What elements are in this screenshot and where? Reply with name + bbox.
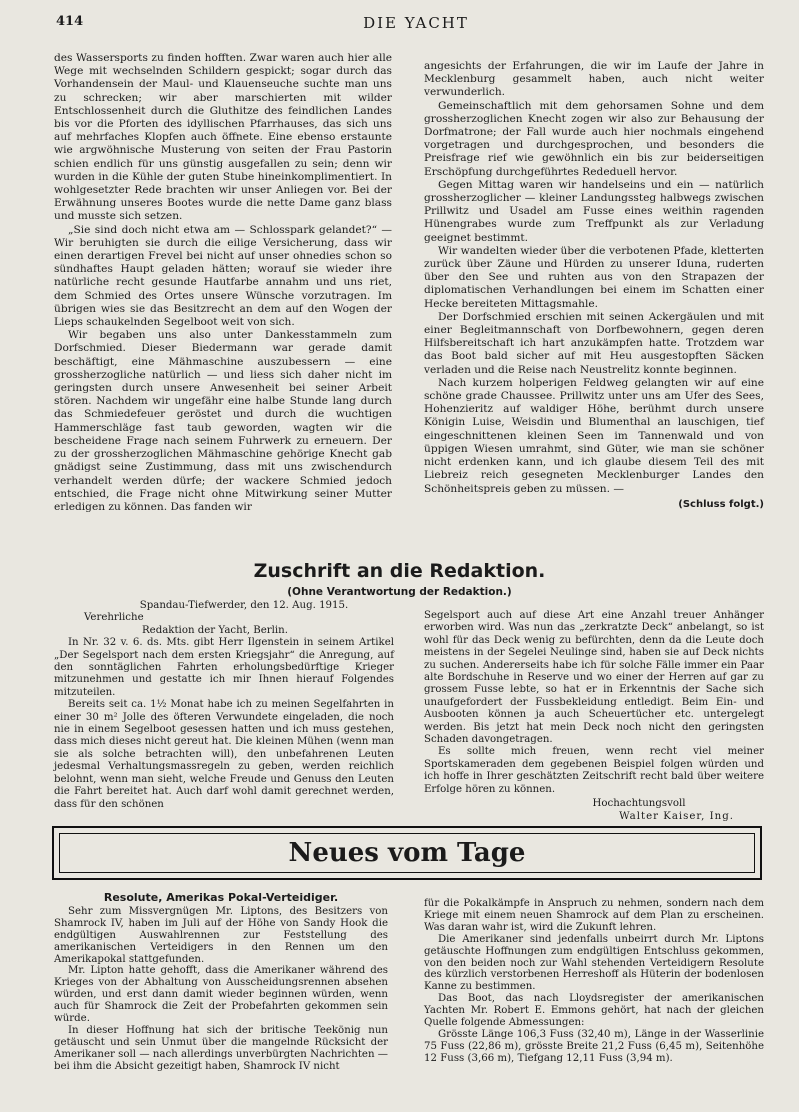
paragraph: Mr. Lipton hatte gehofft, dass die Amerikaner während des Krieges von der Abhaltung von Ausscheidungsrennen absehen würden, und erst dann damit wieder beginnen würden, wenn auch für Shamrock die Zeit der Probefahrten gekommen sein würde. [54,965,388,1025]
paragraph: des Wassersports zu finden hofften. Zwar waren auch hier alle Wege mit wechselnden Schildern gespickt; sogar durch das Vorhandensein der Maul- und Klauenseuche suchte man uns zu schrecken; wir aber marschierten mit wilder Entschlossenheit durch die Gluthitze des feindlichen Landes bis vor die Pforten des idyllischen Pfarrhauses, das sich uns auf mehrfaches Klopfen auch öffnete. Eine ebenso erstaunte wie argwöhnische Musterung von seiten der Frau Pastorin schien endlich für uns günstig ausgefallen zu sein; denn wir wurden in die Kühle der guten Stube hineinkomplimentiert. In wohlgesetzter Rede brachten wir unser Anliegen vor. Bei der Erwähnung unseres Bootes wurde die nette Dame ganz blass und musste sich setzen. [54,52,392,223]
running-title: DIE YACHT [363,14,469,32]
section-title: Zuschrift an die Redaktion. [253,560,546,582]
news-headline: Resolute, Amerikas Pokal-Verteidiger. [103,891,339,904]
paragraph: Segelsport auch auf diese Art eine Anzahl treuer Anhänger erworben wird. Was nun das „zerkratzte Deck“ anbelangt, so ist wohl für das Deck wenig zu befürchten, denn da die Leute doch meistens in der Segelei Neulinge sind, haben sie auf Deck nichts zu suchen. Andererseits habe ich für solche Fälle immer ein Paar alte Bordschuhe in Reserve und wo einer der Herren auf gar zu grossem Fusse lebte, so hat er in Erkenntnis der Sache sich unaufgefordert der Fussbekleidung entledigt. Beim Ein- und Ausbooten können ja auch Scheuertücher etc. untergelegt werden. Bis jetzt hat mein Deck noch nicht den geringsten Schaden davongetragen. [424,610,764,746]
letter-closing: Hochachtungsvoll [592,798,686,810]
news-left-column [54,892,388,1073]
paragraph: In dieser Hoffnung hat sich der britische Teekönig nun getäuscht und sein Unmut über die mangelnde Rücksicht der Amerikaner soll — nach allerdings unverbürgten Nachrichten — bei ihm die Absicht gezeitigt haben, Shamrock IV nicht [54,1024,388,1072]
letter-right-column [424,610,764,823]
paragraph: angesichts der Erfahrungen, die wir im Laufe der Jahre in Mecklenburg gesammelt haben, auch nicht weiter verwunderlich. [424,60,764,99]
continuation-note: (Schluss folgt.) [678,498,764,510]
page-number: 414 [56,14,84,29]
paragraph: Grösste Länge 106,3 Fuss (32,40 m), Länge in der Wasserlinie 75 Fuss (22,86 m), grösste Breite 21,2 Fuss (6,45 m), Seitenhöhe 12 Fuss (3,66 m), Tiefgang 12,11 Fuss (3,94 m). [424,1028,764,1064]
section-subtitle: (Ohne Verantwortung der Redaktion.) [287,586,512,598]
news-section-title: Neues vom Tage [288,838,526,868]
paragraph: Bereits seit ca. 1½ Monat habe ich zu meinen Segelfahrten in einer 30 m² Jolle des öfteren Verwundete eingeladen, die noch nie in einem Segelboot gesessen hatten und ich muss gestehen, dass mich dieses nicht gereut hat. Die kleinen Mühen (wenn man sie als solche betrachten will), den unbefahrenen Leuten jedesmal Verhaltungsmassregeln zu geben, werden reichlich belohnt, wenn man sieht, welche Freude und Genuss den Leuten die Fahrt bereitet hat. Auch darf wohl damit gerechnet werden, dass für den schönen [54,699,394,810]
paragraph: für die Pokalkämpfe in Anspruch zu nehmen, sondern nach dem Kriege mit einem neuen Shamrock auf dem Plan zu erscheinen. Was daran wahr ist, wird die Zukunft lehren. [424,898,764,933]
paragraph: Der Dorfschmied erschien mit seinen Ackergäulen und mit einer Begleitmannschaft von Dorfbewohnern, gegen deren Hilfsbereitschaft ich hart anzukämpfen hatte. Trotzdem war das Boot bald sicher auf mit Heu ausgestopften Säcken verladen und die Reise nach Neustrelitz konnte beginnen. [424,310,764,376]
paragraph: Gegen Mittag waren wir handelseins und ein — natürlich grossherzoglicher — kleiner Landungssteg halbwegs zwischen Prillwitz und Usadel am Fusse eines weithin ragenden Hünengrabes wurde zum Treffpunkt als zur Verladung geeignet bestimmt. [424,178,764,244]
paragraph: Gemeinschaftlich mit dem gehorsamen Sohne und dem grossherzoglichen Knecht zogen wir also zur Behausung der Dorfmatrone; der Fall wurde auch hier nochmals eingehend vorgetragen und durchgesprochen, und besonders die Preisfrage rief wie gewöhnlich ein bis zur beiderseitigen Erschöpfung durchgeführtes Rededuell hervor. [424,99,764,178]
letter-left-column [54,600,394,811]
letter-salutation: Verehrliche [84,612,144,624]
page-header [56,10,776,40]
article-right-column [424,60,764,511]
paragraph: Sehr zum Missvergnügen Mr. Liptons, des Besitzers von Shamrock IV, haben im Juli auf der Höhe von Sandy Hook die endgültigen Auswahlrennen zur Feststellung des amerikanischen Verteidigers in den Rennen um den Amerikapokal stattgefunden. [54,905,388,965]
letter-signature: Walter Kaiser, Ing. [619,810,734,822]
letter-addressee: Redaktion der Yacht, Berlin. [142,624,288,636]
paragraph: Nach kurzem holperigen Feldweg gelangten wir auf eine schöne grade Chaussee. Prillwitz unter uns am Ufer des Sees, Hohenzieritz auf waldiger Höhe, berühmt durch unsere Königin Luise, Weisdin und Blumenthal an lauschigen, tief eingeschnittenen kleinen Seen im Tannenwald und von üppigen Wiesen umrahmt, sind Güter, wie man sie schöner nicht erdenken kann, und ich glaube diesem Teil des mit Liebreiz reich gesegneten Mecklenburger Landes den Schönheitspreis geben zu müssen. — [424,376,764,495]
letter-place-date: Spandau-Tiefwerder, den 12. Aug. 1915. [139,600,349,611]
news-right-column [424,898,764,1065]
paragraph: Das Boot, das nach Lloydsregister der amerikanischen Yachten Mr. Robert E. Emmons gehört, hat nach der gleichen Quelle folgende Abmessungen: [424,993,764,1029]
paragraph: „Sie sind doch nicht etwa am — Schlosspark gelandet?“ — Wir beruhigten sie durch die eilige Versicherung, dass wir einen derartigen Frevel bei nicht auf unser ohnedies schon so sündhaftes Haupt geladen hätten; worauf sie wieder ihre natürliche recht gesunde Hautfarbe annahm und uns riet, dem Schmied des Ortes unsere Wünsche vorzutragen. Im übrigen wies sie das Besitzrecht an dem auf den Wogen der Lieps schaukelnden Segelboot weit von sich. [54,223,392,329]
paragraph: Wir wandelten wieder über die verbotenen Pfade, kletterten zurück über Zäune und Hürden zu unserer Iduna, ruderten über den See und ruhten aus von den Strapazen der diplomatischen Verhandlungen bei einem im Schatten einer Hecke bereiteten Mittagsmahle. [424,244,764,310]
paragraph: In Nr. 32 v. 6. ds. Mts. gibt Herr Ilgenstein in seinem Artikel „Der Segelsport nach dem ersten Kriegsjahr“ die Anregung, auf den sonntäglichen Fahrten erholungsbedürftige Krieger mitzunehmen und gestatte ich mir Ihnen hierauf Folgendes mitzuteilen. [54,637,394,698]
paragraph: Die Amerikaner sind jedenfalls unbeirrt durch Mr. Liptons getäuschte Hoffnungen zum endgültigen Entschluss gekommen, von den beiden noch zur Wahl stehenden Verteidigern Resolute des kürzlich verstorbenen Herreshoff als Hüterin der bodenlosen Kanne zu bestimmen. [424,933,764,993]
paragraph: Es sollte mich freuen, wenn recht viel meiner Sportskameraden dem gegebenen Beispiel folgen würden und ich hoffe in Ihrer geschätzten Zeitschrift recht bald über weitere Erfolge hören zu können. [424,746,764,795]
news-section-banner [52,826,762,880]
paragraph: Wir begaben uns also unter Dankesstammeln zum Dorfschmied. Dieser Biedermann war gerade damit beschäftigt, eine Mähmaschine auszubessern — eine grossherzogliche natürlich — und liess sich daher nicht im geringsten durch unsere Anwesenheit bei seiner Arbeit stören. Nachdem wir ungefähr eine halbe Stunde lang durch das Schmiedefeuer geröstet und durch die wuchtigen Hammerschläge fast taub geworden, wagten wir die bescheidene Frage nach seinem Fuhrwerk zu erneuern. Der zu der grossherzoglichen Mähmaschine gehörige Knecht gab gnädigst seine Zustimmung, dass mit uns zwischendurch verhandelt werden dürfe; der wackere Schmied jedoch entschied, die Frage nicht ohne Mitwirkung seiner Mutter erledigen zu können. Das fanden wir [54,329,392,513]
article-left-column [54,52,392,514]
